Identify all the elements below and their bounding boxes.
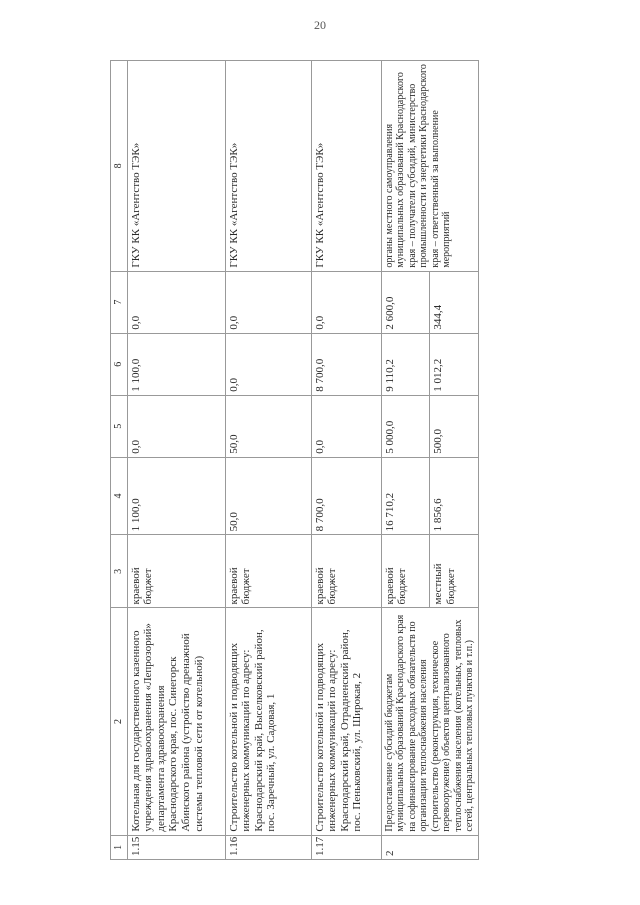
row-year-7: 0,0 [127, 271, 225, 333]
row-id: 1.15 [127, 835, 225, 859]
row-year-7: 0,0 [311, 271, 381, 333]
row-description: Предоставление субсидий бюджетам муниципальных образований Краснодарского края на софинансирование расходных обязательств по организации теплоснабжения населения (строительство (реконструкция, техническое перевооружение) объектов централизованного теплоснабжения населения (котельных, тепловых сетей, центральных тепловых пунктов и т.п.) [381, 608, 478, 835]
row-total: 50,0 [225, 457, 311, 535]
row-year-6: 0,0 [225, 333, 311, 395]
table-row [225, 61, 311, 860]
page-number: 20 [314, 18, 326, 32]
header-col-2: 2 [111, 608, 128, 835]
header-col-4: 4 [111, 457, 128, 535]
header-col-7: 7 [111, 271, 128, 333]
row-year-6: 8 700,0 [311, 333, 381, 395]
row-year-5: 0,0 [127, 395, 225, 457]
row-source: краевой бюджет [225, 535, 311, 608]
row-year-6: 1 012,2 [430, 333, 479, 395]
row-id: 2 [381, 835, 478, 859]
row-source: краевой бюджет [311, 535, 381, 608]
table-row [381, 61, 430, 860]
header-col-6: 6 [111, 333, 128, 395]
row-id: 1.17 [311, 835, 381, 859]
row-executor: органы местного самоуправления муниципальных образований Краснодарского края – получатели субсидий, министерство промышленности и энергетики Краснодарского края – ответственный за выполнение мероприятий [381, 61, 478, 272]
header-col-3: 3 [111, 535, 128, 608]
table-row [127, 61, 225, 860]
row-year-6: 1 100,0 [127, 333, 225, 395]
row-year-5: 5 000,0 [381, 395, 430, 457]
header-row [111, 61, 128, 860]
row-year-5: 50,0 [225, 395, 311, 457]
row-source: краевой бюджет [381, 535, 430, 608]
header-col-1: 1 [111, 835, 128, 859]
row-total: 8 700,0 [311, 457, 381, 535]
program-table [110, 60, 479, 860]
row-year-7: 2 600,0 [381, 271, 430, 333]
row-year-7: 344,4 [430, 271, 479, 333]
row-total: 16 710,2 [381, 457, 430, 535]
row-executor: ГКУ КК «Агентство ТЭК» [311, 61, 381, 272]
header-col-5: 5 [111, 395, 128, 457]
row-source: местный бюджет [430, 535, 479, 608]
row-year-6: 9 110,2 [381, 333, 430, 395]
row-total: 1 100,0 [127, 457, 225, 535]
row-executor: ГКУ КК «Агентство ТЭК» [225, 61, 311, 272]
row-description: Строительство котельной и подводящих инженерных коммуникаций по адресу: Краснодарский край, Отрадненский район, пос. Пеньковский, ул. Широкая, 2 [311, 608, 381, 835]
row-total: 1 856,6 [430, 457, 479, 535]
table-row [311, 61, 381, 860]
row-description: Котельная для государственного казенного учреждения здравоохранения «Лепрозорий» департамента здравоохранения Краснодарского края, пос. Синегорск Абинского района (устройство дренажной системы тепловой сети от котельной) [127, 608, 225, 835]
row-source: краевой бюджет [127, 535, 225, 608]
rotated-table-container [110, 60, 530, 860]
row-description: Строительство котельной и подводящих инженерных коммуникаций по адресу: Краснодарский край, Выселковский район, пос. Заречный, ул. Садовая, 1 [225, 608, 311, 835]
row-year-5: 500,0 [430, 395, 479, 457]
row-executor: ГКУ КК «Агентство ТЭК» [127, 61, 225, 272]
header-col-8: 8 [111, 61, 128, 272]
row-year-5: 0,0 [311, 395, 381, 457]
row-year-7: 0,0 [225, 271, 311, 333]
row-id: 1.16 [225, 835, 311, 859]
